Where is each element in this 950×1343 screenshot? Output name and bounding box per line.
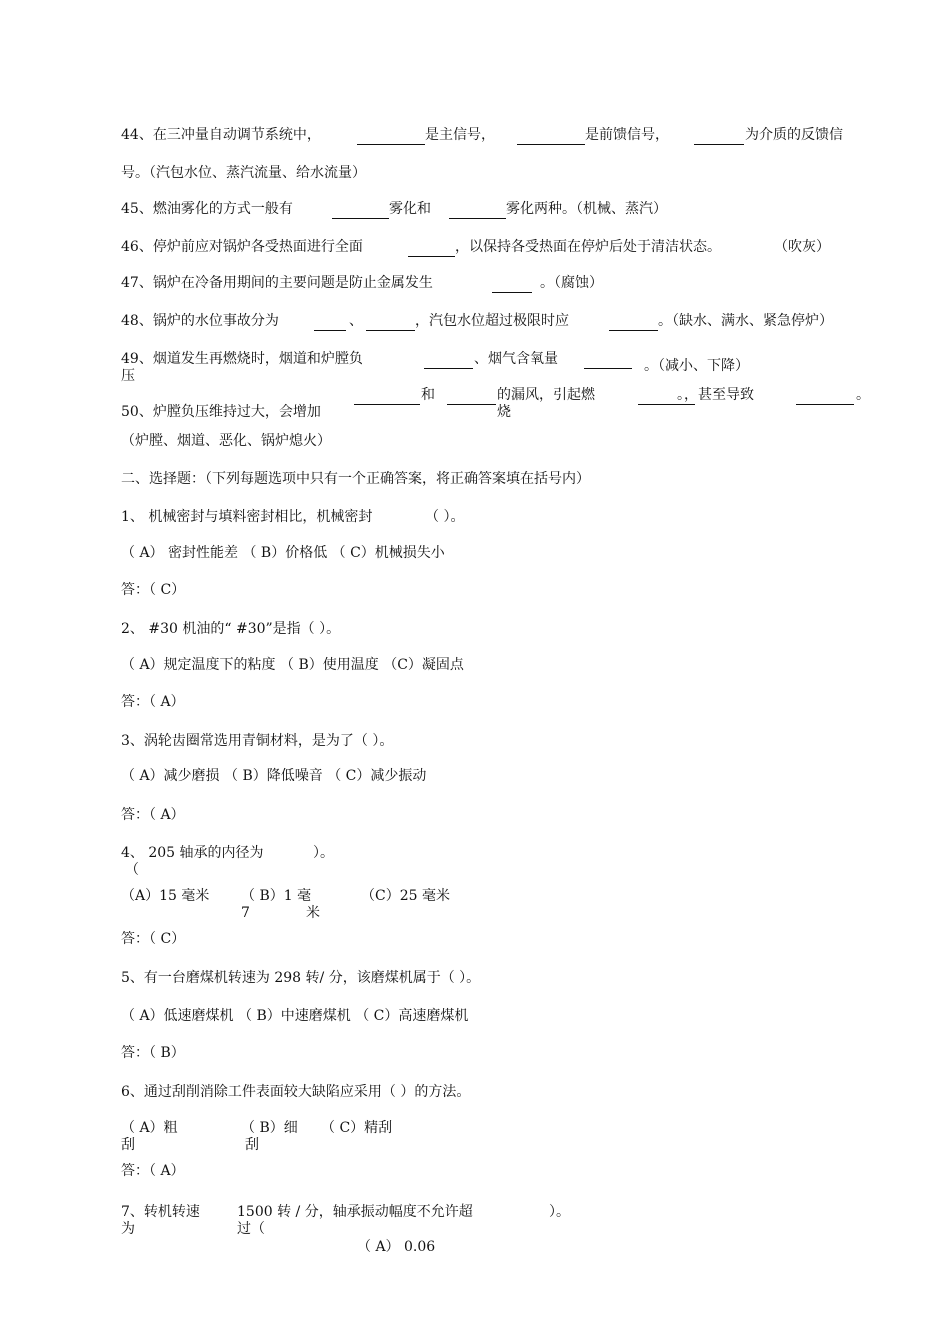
q48-text-d: 。（缺水、满水、紧急停炉） xyxy=(658,313,833,329)
q48-blank-2 xyxy=(366,329,415,331)
choice-1-options: （ A） 密封性能差 （ B）价格低 （ C）机械损失小 xyxy=(121,545,445,561)
choice-4-question: 4、 205 轴承的内径为 xyxy=(121,845,264,861)
q49-text-a2: 压 xyxy=(121,368,135,384)
q50-text-d: 。，甚至导致 xyxy=(677,387,754,403)
choice-1-question: 1、 机械密封与填料密封相比，机械密封 xyxy=(121,509,373,525)
choice-7-text-b: 1500 转 / 分，轴承振动幅度不允许超 xyxy=(237,1204,473,1220)
choice-4-option-c: （C）25 毫米 xyxy=(361,888,450,904)
choice-6-option-a: （ A）粗 xyxy=(121,1120,178,1136)
choice-2-question: 2、 #30 机油的“ #30”是指（ ）。 xyxy=(121,621,341,637)
q50-text-e: 。 xyxy=(856,387,870,403)
q44-line1-text: 44、在三冲量自动调节系统中， xyxy=(121,127,321,143)
q46-text-b: ，以保持各受热面在停炉后处于清洁状态。 xyxy=(455,239,721,255)
q48-blank-3 xyxy=(609,329,658,331)
choice-7-question: 7、转机转速 xyxy=(121,1204,200,1220)
choice-7-text-b-cont: 过（ xyxy=(237,1221,265,1237)
q50-blank-3 xyxy=(638,403,695,405)
q48-text-a: 48、锅炉的水位事故分为 xyxy=(121,313,279,329)
choice-4-paren-open: （ xyxy=(125,862,139,878)
q46-answer: （吹灰） xyxy=(774,239,830,255)
q48-blank-1 xyxy=(314,329,346,331)
q50-text-c: 的漏风，引起燃 xyxy=(497,387,595,403)
choice-1-answer: 答：（ C） xyxy=(121,582,186,598)
q47-text-b: 。（腐蚀） xyxy=(540,275,603,291)
choice-6-answer: 答：（ A） xyxy=(121,1163,185,1179)
q46-blank-1 xyxy=(408,255,455,257)
choice-5-question: 5、有一台磨煤机转速为 298 转/ 分，该磨煤机属于（ ）。 xyxy=(121,970,481,986)
q44-blank-1 xyxy=(357,143,425,145)
choice-4-option-b-unit: 米 xyxy=(306,905,320,921)
choice-1-paren: （ ）。 xyxy=(425,509,465,525)
q50-blank-2 xyxy=(447,403,496,405)
choice-7-paren-close: ）。 xyxy=(549,1204,570,1220)
choice-7-question-cont: 为 xyxy=(121,1221,135,1237)
q45-text-b: 雾化和 xyxy=(389,201,431,217)
choice-6-option-a-cont: 刮 xyxy=(121,1137,135,1153)
q50-text-c2: 烧 xyxy=(497,404,511,420)
choice-4-answer: 答：（ C） xyxy=(121,931,186,947)
choice-3-question: 3、涡轮齿圈常选用青铜材料，是为了（ ）。 xyxy=(121,733,394,749)
q49-text-a: 49、烟道发生再燃烧时，烟道和炉膛负 xyxy=(121,351,363,367)
section-2-heading: 二、选择题：（下列每题选项中只有一个正确答案，将正确答案填在括号内） xyxy=(121,471,590,487)
choice-4-option-b: （ B）1 毫 xyxy=(241,888,312,904)
choice-4-option-a: （A）15 毫米 xyxy=(121,888,210,904)
choice-7-option-a: （ A） 0.06 xyxy=(357,1239,436,1255)
q45-text-a: 45、燃油雾化的方式一般有 xyxy=(121,201,293,217)
q44-blank-3 xyxy=(694,143,744,145)
choice-5-options: （ A）低速磨煤机 （ B）中速磨煤机 （ C）高速磨煤机 xyxy=(121,1008,469,1024)
q45-blank-1 xyxy=(332,217,389,219)
q50-text-b: 和 xyxy=(421,387,435,403)
q49-text-b: 、烟气含氧量 xyxy=(474,351,558,367)
q50-text-a: 50、炉膛负压维持过大，会增加 xyxy=(121,404,321,420)
choice-5-answer: 答：（ B） xyxy=(121,1045,185,1061)
q44-blank-2 xyxy=(517,143,585,145)
q47-text-a: 47、锅炉在冷备用期间的主要问题是防止金属发生 xyxy=(121,275,433,291)
choice-2-answer: 答：（ A） xyxy=(121,694,185,710)
q44-text-d: 为介质的反馈信 xyxy=(745,127,843,143)
choice-2-options: （ A）规定温度下的粘度 （ B）使用温度 （C）凝固点 xyxy=(121,657,464,673)
q49-text-c: 。（减小、下降） xyxy=(644,358,749,374)
q49-blank-2 xyxy=(584,367,632,369)
q44-answer: 号。（汽包水位、蒸汽流量、给水流量） xyxy=(121,165,366,181)
q44-text-c: 是前馈信号， xyxy=(585,127,669,143)
choice-3-options: （ A）减少磨损 （ B）降低噪音 （ C）减少振动 xyxy=(121,768,427,784)
choice-4-paren-close: ）。 xyxy=(313,845,334,861)
q45-blank-2 xyxy=(449,217,506,219)
choice-6-option-b-cont: 刮 xyxy=(245,1137,259,1153)
q46-text-a: 46、停炉前应对锅炉各受热面进行全面 xyxy=(121,239,363,255)
choice-6-option-c: （ C）精刮 xyxy=(321,1120,393,1136)
q50-blank-4 xyxy=(796,403,854,405)
q50-answer: （炉膛、烟道、恶化、锅炉熄火） xyxy=(121,433,331,449)
choice-4-option-b-digit: 7 xyxy=(241,905,250,921)
choice-6-question: 6、通过刮削消除工件表面较大缺陷应采用（ ）的方法。 xyxy=(121,1084,471,1100)
choice-6-option-b: （ B）细 xyxy=(241,1120,298,1136)
q47-blank-1 xyxy=(492,291,532,293)
q48-text-b: 、 xyxy=(349,313,363,329)
q44-text-b: 是主信号， xyxy=(425,127,495,143)
choice-3-answer: 答：（ A） xyxy=(121,807,185,823)
q49-blank-1 xyxy=(424,367,473,369)
q48-text-c: ，汽包水位超过极限时应 xyxy=(415,313,569,329)
q45-text-c: 雾化两种。（机械、蒸汽） xyxy=(506,201,667,217)
q50-blank-1 xyxy=(354,403,420,405)
